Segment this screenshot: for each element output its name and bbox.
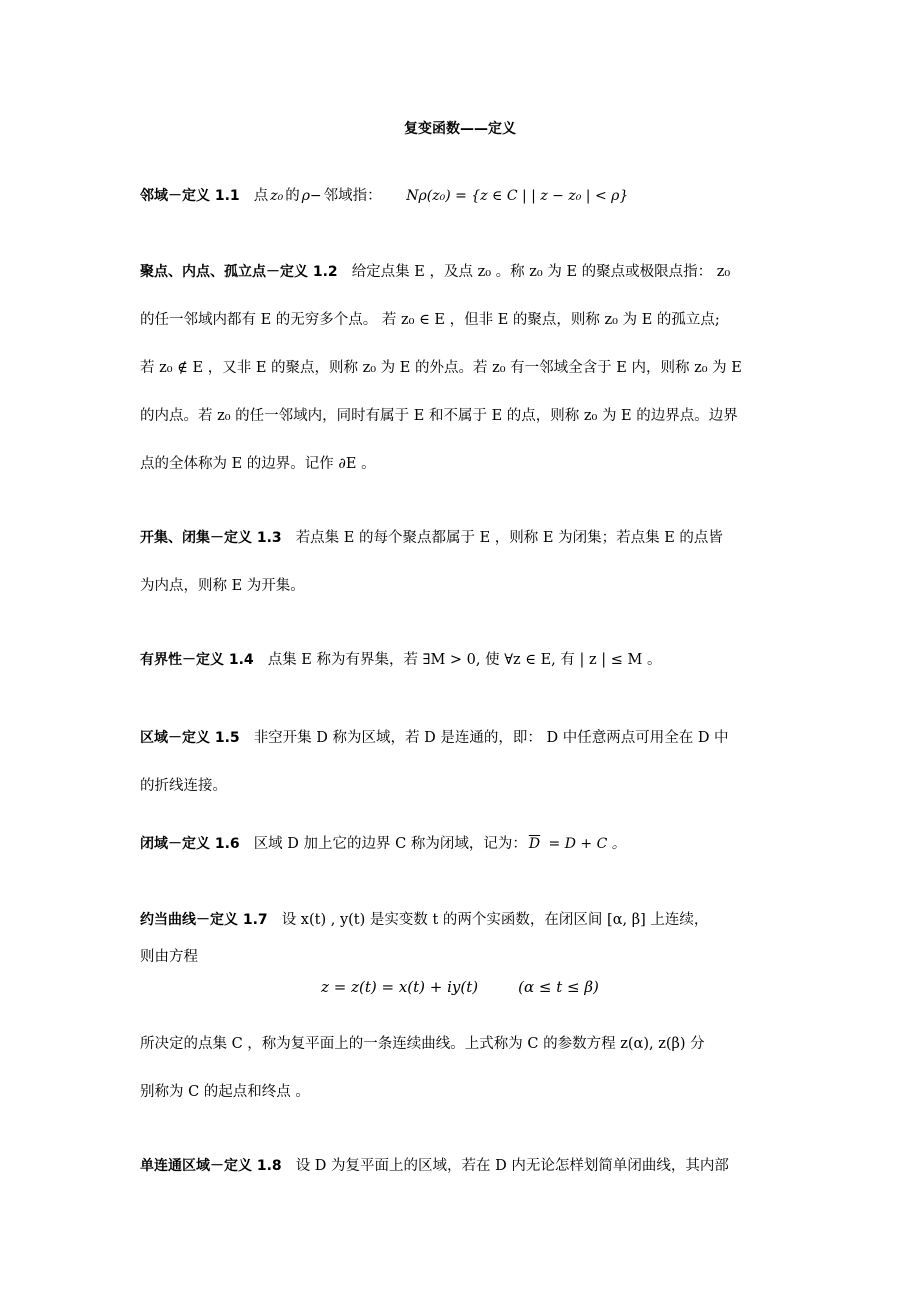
definition-text: 邻域指： [323,188,382,204]
definition-1-7 [140,896,790,970]
definition-line: 则由方程 [140,949,198,965]
definition-text: 的 [285,188,300,204]
math-z0: z₀ [270,188,284,204]
definition-heading: 有界性－定义 1.4 [140,652,254,668]
definition-1-4 [140,636,790,684]
definition-line: 给定点集 E ，及点 z₀ 。称 z₀ 为 E 的聚点或极限点指： z₀ [351,264,731,280]
definition-heading: 区域－定义 1.5 [140,730,240,746]
definition-line: 区域 D 加上它的边界 C 称为闭域，记为： [253,836,527,852]
math-rho: ρ− [301,188,322,204]
definition-line: 若 z₀ ∉ E ，又非 E 的聚点，则称 z₀ 为 E 的外点。若 z₀ 有一邻域全含于 E 内，则称 z₀ 为 E [140,360,742,376]
page-title: 复变函数——定义 [404,121,516,137]
definition-line: 所决定的点集 C ，称为复平面上的一条连续曲线。上式称为 C 的参数方程 z(α), z(β) 分 [140,1036,705,1052]
definition-heading: 开集、闭集－定义 1.3 [140,530,282,546]
definition-heading: 单连通区域－定义 1.8 [140,1158,282,1174]
definition-line: 若点集 E 的每个聚点都属于 E ，则称 E 为闭集；若点集 E 的点皆 [295,530,723,546]
definition-heading: 约当曲线－定义 1.7 [140,912,268,928]
equation-body: z = z(t) = x(t) + iy(t) [321,978,479,996]
parametric-equation [0,978,920,996]
definition-1-6 [140,820,790,868]
definition-1-1 [140,172,790,220]
definition-line: 点的全体称为 E 的边界。记作 ∂E 。 [140,456,376,472]
definition-1-2 [140,248,790,488]
definition-line: 别称为 C 的起点和终点 。 [140,1084,310,1100]
definition-line: 设 D 为复平面上的区域，若在 D 内无论怎样划简单闭曲线，其内部 [295,1158,729,1174]
definition-line: 为内点，则称 E 为开集。 [140,578,305,594]
definition-heading: 邻域－定义 1.1 [140,188,240,204]
definition-1-5 [140,714,790,810]
definition-line: 设 x(t) , y(t) 是实变数 t 的两个实函数，在闭区间 [α, β] 上连续， [281,912,709,928]
definition-line: 非空开集 D 称为区域，若 D 是连通的，即： D 中任意两点可用全在 D 中 [253,730,729,746]
definition-line: 的内点。若 z₀ 的任一邻域内，同时有属于 E 和不属于 E 的点，则称 z₀ 为 E 的边界点。边界 [140,408,738,424]
definition-line: 的任一邻域内都有 E 的无穷多个点。 若 z₀ ∈ E ，但非 E 的聚点，则称 z₀ 为 E 的孤立点; [140,312,720,328]
definition-line: 点集 E 称为有界集，若 ∃M > 0, 使 ∀z ∈ E, 有 | z | ≤ M 。 [267,652,662,668]
neighborhood-formula: Nρ(z₀) = {z ∈ C | | z − z₀ | < ρ} [406,188,629,204]
closure-formula: = D + C 。 [544,836,626,852]
definition-text: 点 [253,188,269,204]
definition-heading: 聚点、内点、孤立点－定义 1.2 [140,264,338,280]
equation-range: (α ≤ t ≤ β) [518,978,599,996]
definition-heading: 闭域－定义 1.6 [140,836,240,852]
closure-symbol: $\overline{D}$ [528,836,541,852]
definition-1-8 [140,1142,790,1190]
definition-line: 的折线连接。 [140,778,227,794]
definition-1-7-cont [140,1020,790,1116]
definition-1-3 [140,514,790,610]
